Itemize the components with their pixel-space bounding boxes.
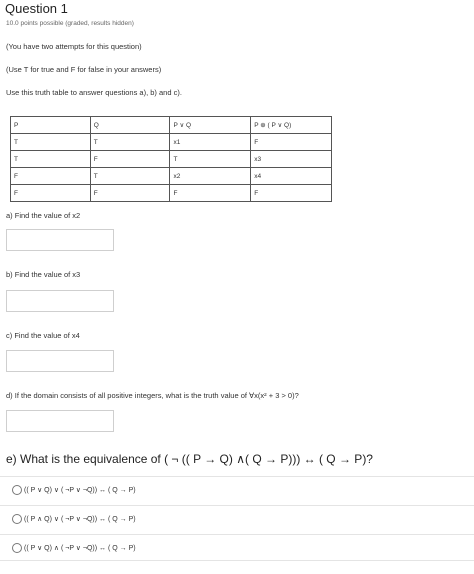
question-c-label: c) Find the value of x4 [6, 331, 80, 340]
table-cell: x3 [251, 151, 332, 168]
table-row [11, 151, 332, 168]
table-cell: x4 [251, 168, 332, 185]
answer-a-input[interactable] [6, 229, 114, 251]
option-label: (( P ∨ Q) ∧ ( ¬P ∨ ¬Q)) ↔ ( Q → P) [24, 544, 136, 552]
table-cell: x1 [170, 134, 251, 151]
table-header-row [11, 117, 332, 134]
answer-b-input[interactable] [6, 290, 114, 312]
header-q: Q [90, 117, 170, 134]
table-row [11, 185, 332, 202]
table-cell: F [170, 185, 251, 202]
option-label: (( P ∧ Q) ∨ ( ¬P ∨ ¬Q)) ↔ ( Q → P) [24, 516, 136, 523]
header-p-xor-p-or-q: P ⊕ ( P ∨ Q) [251, 117, 332, 134]
table-cell: T [11, 134, 91, 151]
radio-button-icon[interactable] [12, 485, 22, 495]
radio-button-icon[interactable] [12, 514, 22, 524]
table-cell: T [90, 168, 170, 185]
option-label: (( P ∨ Q) ∨ ( ¬P ∨ ¬Q)) ↔ ( Q → P) [24, 487, 136, 494]
table-cell: F [90, 151, 170, 168]
table-row [11, 168, 332, 185]
table-cell: T [170, 151, 251, 168]
table-cell: F [11, 185, 91, 202]
table-instruction: Use this truth table to answer questions a), b) and c). [6, 88, 182, 97]
question-b-label: b) Find the value of x3 [6, 270, 81, 279]
attempts-note: (You have two attempts for this question) [6, 42, 142, 51]
answer-d-input[interactable] [6, 410, 114, 432]
table-cell: x2 [170, 168, 251, 185]
header-p: P [11, 117, 91, 134]
question-e-heading: e) What is the equivalence of ( ¬ (( P → Q) ∧( Q → P))) ↔ ( Q → P)? [6, 452, 373, 466]
option-1[interactable] [0, 476, 474, 503]
question-a-label: a) Find the value of x2 [6, 211, 81, 220]
radio-button-icon[interactable] [12, 543, 22, 553]
header-p-or-q: P ∨ Q [170, 117, 251, 134]
table-cell: F [251, 185, 332, 202]
question-d-label: d) If the domain consists of all positive integers, what is the truth value of ∀x(x² + 3 > 0)? [6, 391, 299, 400]
answer-c-input[interactable] [6, 350, 114, 372]
option-2[interactable] [0, 505, 474, 532]
points-info: 10.0 points possible (graded, results hidden) [6, 20, 134, 27]
question-title: Question 1 [5, 1, 68, 16]
table-cell: T [11, 151, 91, 168]
truth-table [10, 116, 332, 202]
table-cell: F [11, 168, 91, 185]
table-cell: F [90, 185, 170, 202]
option-3[interactable] [0, 534, 474, 561]
table-row [11, 134, 332, 151]
table-cell: T [90, 134, 170, 151]
table-cell: F [251, 134, 332, 151]
tf-note: (Use T for true and F for false in your answers) [6, 65, 162, 74]
